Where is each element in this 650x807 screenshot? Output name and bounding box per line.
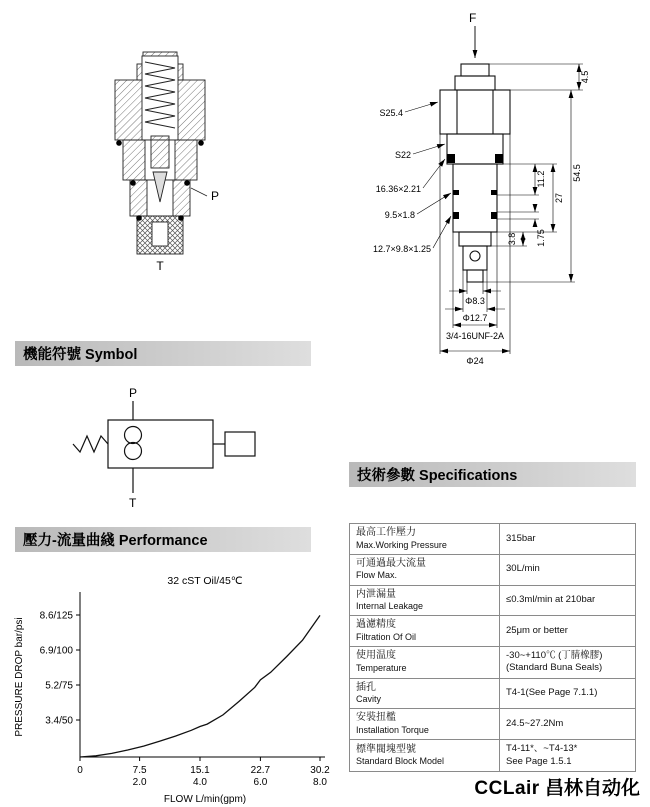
dim-545: 54.5: [572, 164, 582, 182]
nose-slot: [152, 222, 168, 246]
spec-row-3: [350, 616, 636, 647]
spec-row-6: [350, 709, 636, 740]
spec-value-cell: ≤0.3ml/min at 210bar: [500, 585, 636, 616]
spec-value-cell: 25μm or better: [500, 616, 636, 647]
dim-oring: 16.36×2.21: [375, 184, 421, 194]
spec-name-cell: 標準閥塊型號 Standard Block Model: [350, 740, 500, 772]
brand-logo-cjk: 昌林自动化: [544, 778, 640, 799]
spec-name-cell: 插孔 Cavity: [350, 678, 500, 709]
spec-row-5: [350, 678, 636, 709]
spec-value-cell: T4-1(See Page 7.1.1): [500, 678, 636, 709]
dim-38: 3.8: [507, 232, 517, 246]
dim-backup: 9.5×1.8: [384, 210, 415, 220]
y-tick-label: 5.2/75: [45, 680, 73, 692]
dim-s22: S22: [394, 150, 411, 160]
x-tick-label: 30.2: [310, 765, 330, 776]
x-tick-label-gpm: 2.0: [132, 777, 147, 788]
spec-name-cell: 最高工作壓力 Max.Working Pressure: [350, 524, 500, 555]
left-dimension-labels: [373, 102, 451, 254]
performance-section-header: 壓力-流量曲綫 Performance: [15, 527, 311, 552]
force-label: F: [469, 11, 477, 25]
spec-row-0: [350, 524, 636, 555]
dim-d127: Φ12.7: [462, 313, 488, 323]
brand-logo: [474, 773, 640, 800]
dim-27: 27: [554, 192, 564, 204]
symbol-port-t: T: [129, 496, 137, 510]
spec-name-cell: 安裝扭檻 Installation Torque: [350, 709, 500, 740]
x-axis-label: FLOW L/min(gpm): [163, 794, 247, 805]
spec-value-cell: 315bar: [500, 524, 636, 555]
valve-outline: [440, 64, 510, 282]
symbol-lines: [73, 401, 255, 493]
specifications-section-header: 技術參數 Specifications: [349, 462, 636, 487]
dim-thread: 3/4-16UNF-2A: [445, 331, 505, 341]
dim-s254: S25.4: [379, 108, 403, 118]
cross-section-drawing: [95, 48, 255, 278]
x-tick-label: 7.5: [132, 765, 147, 776]
dimension-drawing: [335, 8, 645, 380]
spec-name-cell: 使用温度 Temperature: [350, 647, 500, 679]
port-p-leader: [191, 188, 207, 196]
y-axis-label: PRESSURE DROP bar/psi: [14, 617, 25, 737]
port-p-label: P: [211, 189, 220, 203]
performance-chart: [10, 572, 340, 806]
spec-table: [349, 523, 636, 772]
x-tick-label-gpm: 4.0: [193, 777, 207, 788]
symbol-section-header: 機能符號 Symbol: [15, 341, 311, 366]
x-tick-label: 22.7: [250, 765, 271, 776]
symbol-port-p: P: [129, 386, 138, 400]
spec-name-cell: 内泄漏量 Internal Leakage: [350, 585, 500, 616]
x-tick-label-gpm: 6.0: [253, 777, 268, 788]
poppet: [151, 136, 169, 168]
dim-d83: Φ8.3: [465, 296, 485, 306]
x-tick-label-gpm: 8.0: [313, 777, 327, 788]
y-tick-label: 3.4/50: [45, 715, 73, 727]
spec-value-cell: 30L/min: [500, 554, 636, 585]
spec-table-body: [350, 524, 636, 772]
dim-175: 1.75: [536, 229, 546, 247]
dim-d24: Φ24: [466, 356, 484, 366]
spec-name-cell: 過濾精度 Filtration Of Oil: [350, 616, 500, 647]
performance-curve: [80, 615, 320, 757]
spec-value-cell: T4-11*、~T4-13* See Page 1.5.1: [500, 740, 636, 772]
dim-45: 4.5: [580, 70, 590, 84]
x-tick-label: 0: [77, 765, 83, 776]
spec-row-4: [350, 647, 636, 679]
dim-112: 11.2: [536, 170, 546, 188]
x-tick-label: 15.1: [190, 765, 210, 776]
brand-logo-latin: CCLair: [474, 778, 540, 799]
spec-value-cell: -30~+110℃ (丁腈橡膠) (Standard Buna Seals): [500, 647, 636, 679]
chart-title: 32 cST Oil/45℃: [167, 575, 243, 587]
spec-row-1: [350, 554, 636, 585]
spec-row-7: [350, 740, 636, 772]
y-tick-label: 8.6/125: [39, 610, 73, 622]
port-t-label: T: [156, 259, 164, 273]
spec-name-cell: 可通過最大流量 Flow Max.: [350, 554, 500, 585]
symbol-diagram: [55, 385, 295, 520]
right-dimension-lines: [483, 64, 583, 282]
dim-seal: 12.7×9.8×1.25: [372, 244, 431, 254]
spec-value-cell: 24.5~27.2Nm: [500, 709, 636, 740]
y-tick-label: 6.9/100: [39, 645, 73, 657]
spec-row-2: [350, 585, 636, 616]
